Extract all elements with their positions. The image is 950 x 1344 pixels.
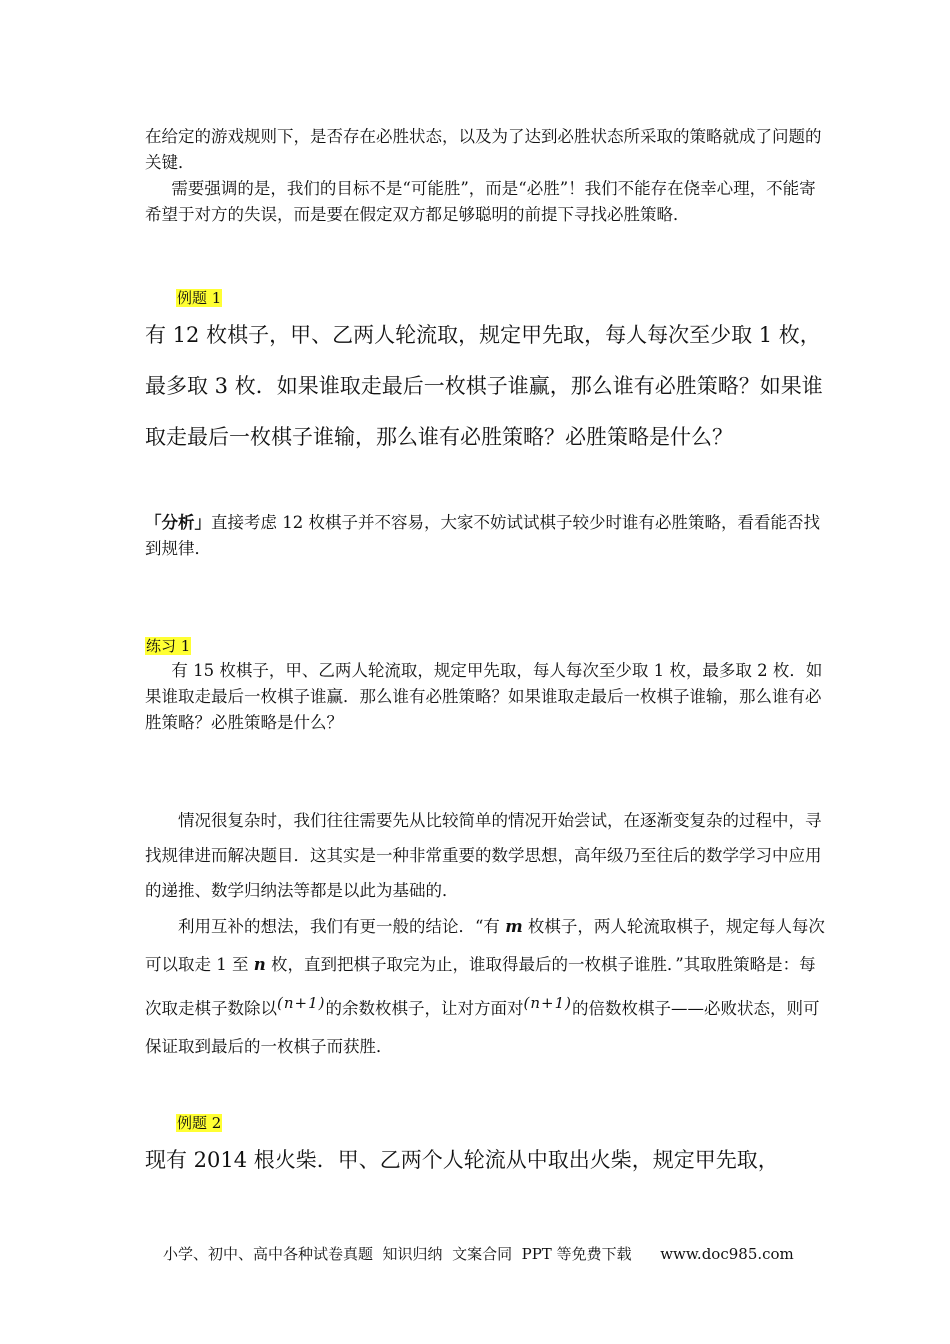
analysis-tag: 「分析」: [145, 513, 211, 532]
example-1-analysis: [145, 510, 825, 562]
practice-1-label: [145, 636, 191, 656]
discussion-text-b: 枚棋子，两人轮流取棋子，规定每人每次可以取走 1 至: [145, 917, 825, 974]
intro-paragraph-1: 在给定的游戏规则下，是否存在必胜状态，以及为了达到必胜状态所采取的策略就成了问题的关键．: [145, 127, 822, 172]
example-2-label: [176, 1113, 222, 1133]
example-1-problem: 有 12 枚棋子，甲、乙两人轮流取，规定甲先取，每人每次至少取 1 枚，最多取 3 枚．如果谁取走最后一枚棋子谁赢，那么谁有必胜策略？如果谁取走最后一枚棋子谁输，那么谁有必胜策略？必胜策略是什么？: [145, 323, 823, 449]
discussion-text-a: 利用互补的想法，我们有更一般的结论．“有: [178, 917, 506, 936]
footer-url[interactable]: www.doc985.com: [660, 1245, 794, 1263]
discussion-text-e: 的倍数枚棋子——必败状态，则可保证取到最后的一枚棋子而获胜．: [145, 999, 820, 1056]
analysis-text: 直接考虑 12 枚棋子并不容易，大家不妨试试棋子较少时谁有必胜策略，看看能否找到规律．: [145, 513, 820, 558]
variable-m: m: [505, 917, 523, 936]
practice-1-label-text: 练习 1: [146, 637, 191, 655]
example-1-label-text: 例题 1: [177, 289, 222, 307]
expression-n-plus-1-second: (n+1): [523, 994, 572, 1012]
intro-paragraph-2: 需要强调的是，我们的目标不是“可能胜”，而是“必胜”！我们不能存在侥幸心理，不能寄希望于对方的失误，而是要在假定双方都足够聪明的前提下寻找必胜策略．: [145, 179, 816, 224]
footer-text: 小学、初中、高中各种试卷真题 知识归纳 文案合同 PPT 等免费下载: [163, 1245, 632, 1263]
example-2-problem: 现有 2014 根火柴．甲、乙两个人轮流从中取出火柴，规定甲先取，: [145, 1148, 779, 1172]
discussion-paragraph-2: [145, 908, 825, 1066]
expression-n-plus-1: (n+1): [277, 994, 326, 1012]
example-2-label-text: 例题 2: [177, 1114, 222, 1132]
discussion-text-c: 枚，直到把棋子取完为止，谁取得最后的一枚棋子谁胜．”其取胜策略是：每次取走棋子数除以: [145, 955, 816, 1018]
discussion-paragraph-1: 情况很复杂时，我们往往需要先从比较简单的情况开始尝试，在逐渐变复杂的过程中，寻找规律进而解决题目．这其实是一种非常重要的数学思想，高年级乃至往后的数学学习中应用的递推、数学归纳法等都是以此为基础的．: [145, 811, 822, 900]
variable-n: n: [253, 955, 266, 974]
discussion-text-d: 的余数枚棋子，让对方面对: [325, 999, 524, 1018]
example-1-label: [176, 288, 222, 308]
practice-1-problem: 有 15 枚棋子，甲、乙两人轮流取，规定甲先取，每人每次至少取 1 枚，最多取 2 枚．如果谁取走最后一枚棋子谁赢．那么谁有必胜策略？如果谁取走最后一枚棋子谁输，那么谁有必胜策略？必胜策略是什么？: [145, 661, 823, 732]
page-footer: [163, 1244, 794, 1264]
